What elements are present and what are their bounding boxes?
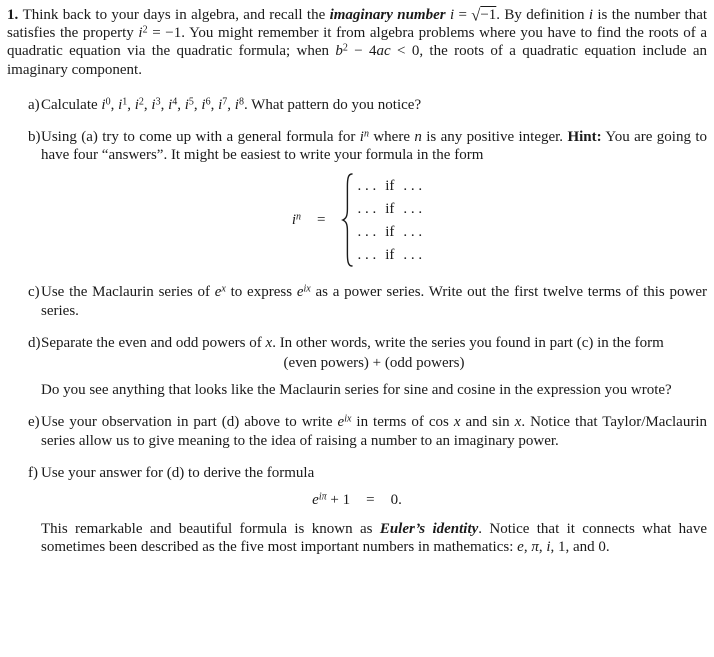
item-e: [7, 413, 707, 449]
item-f-label: f): [28, 464, 38, 481]
piecewise-equation: [7, 172, 707, 268]
item-a-label: a): [28, 96, 40, 113]
item-f-body: Use your answer for (d) to derive the formula: [41, 464, 315, 481]
piecewise-left-brace-icon: [341, 172, 354, 268]
item-e-body: Use your observation in part (d) above to write $e^{ix}$ in terms of cos x and sin x. Notice that Taylor/Maclaurin series allow us to give meaning to the idea of raising a number to an imaginary power.: [41, 413, 707, 449]
item-b: [7, 128, 707, 164]
equals-sign: =: [366, 492, 375, 509]
item-d-label: d): [28, 334, 41, 351]
if-keyword: if: [385, 200, 395, 217]
dots-left: . . .: [357, 200, 377, 217]
if-keyword: if: [385, 223, 395, 240]
euler-identity-equation: [7, 491, 707, 509]
dots-right: . . .: [403, 247, 423, 264]
item-f: [7, 464, 707, 482]
closing-paragraph: This remarkable and beautiful formula is known as Euler’s identity. Notice that it connects what have sometimes been described as the five most important numbers in mathematics: e, π, i, 1, and 0.: [41, 521, 707, 556]
item-c-body: Use the Maclaurin series of $e^x$ to express $e^{ix}$ as a power series. Write out the first twelve terms of this power series.: [41, 283, 708, 319]
dots-right: . . .: [403, 177, 423, 194]
item-d-followup-paragraph: Do you see anything that looks like the Maclaurin series for sine and cosine in the expression you wrote?: [41, 382, 672, 399]
if-keyword: if: [385, 247, 395, 264]
dots-right: . . .: [403, 200, 423, 217]
dots-right: . . .: [403, 223, 423, 240]
dots-left: . . .: [357, 223, 377, 240]
item-d-body: Separate the even and odd powers of x. In other words, write the series you found in part (c) in the form: [41, 334, 664, 351]
item-b-body: Using (a) try to come up with a general formula for $i^n$ where n is any positive integer. Hint: You are going to have four “answers”. It might be easiest to write your formula in the form: [41, 128, 708, 164]
item-a: [7, 96, 707, 114]
even-odd-expression: (even powers) + (odd powers): [283, 355, 465, 372]
piecewise-lhs: $i^n$: [291, 211, 302, 229]
item-e-label: e): [28, 414, 40, 431]
euler-rhs: 0.: [390, 492, 402, 509]
item-c-label: c): [28, 284, 40, 301]
item-d: [7, 334, 707, 400]
intro-paragraph: 1. Think back to your days in algebra, and recall the imaginary number i = √−1. By definition i is the number that satisfies the property $i^2 = -1$. You might remember it from algebra problems where you have to find the roots of a quadratic equation via the quadratic formula; when $b^2 - 4ac < 0$, the roots of a quadratic equation include an imaginary component.: [7, 5, 708, 78]
item-c: [7, 283, 707, 319]
euler-lhs: $e^{i\pi} + 1$: [312, 491, 351, 509]
item-b-label: b): [28, 129, 41, 146]
piecewise-rows: [357, 177, 422, 265]
item-a-body: Calculate $i^0$, $i^1$, $i^2$, $i^3$, $i^4$, $i^5$, $i^6$, $i^7$, $i^8$. What pattern do you notice?: [41, 96, 422, 113]
equals-sign: =: [317, 212, 326, 229]
piecewise-row: [357, 177, 422, 195]
dots-left: . . .: [357, 177, 377, 194]
piecewise-row: [357, 223, 422, 241]
piecewise-row: [357, 246, 422, 264]
if-keyword: if: [385, 177, 395, 194]
dots-left: . . .: [357, 247, 377, 264]
piecewise-row: [357, 200, 422, 218]
